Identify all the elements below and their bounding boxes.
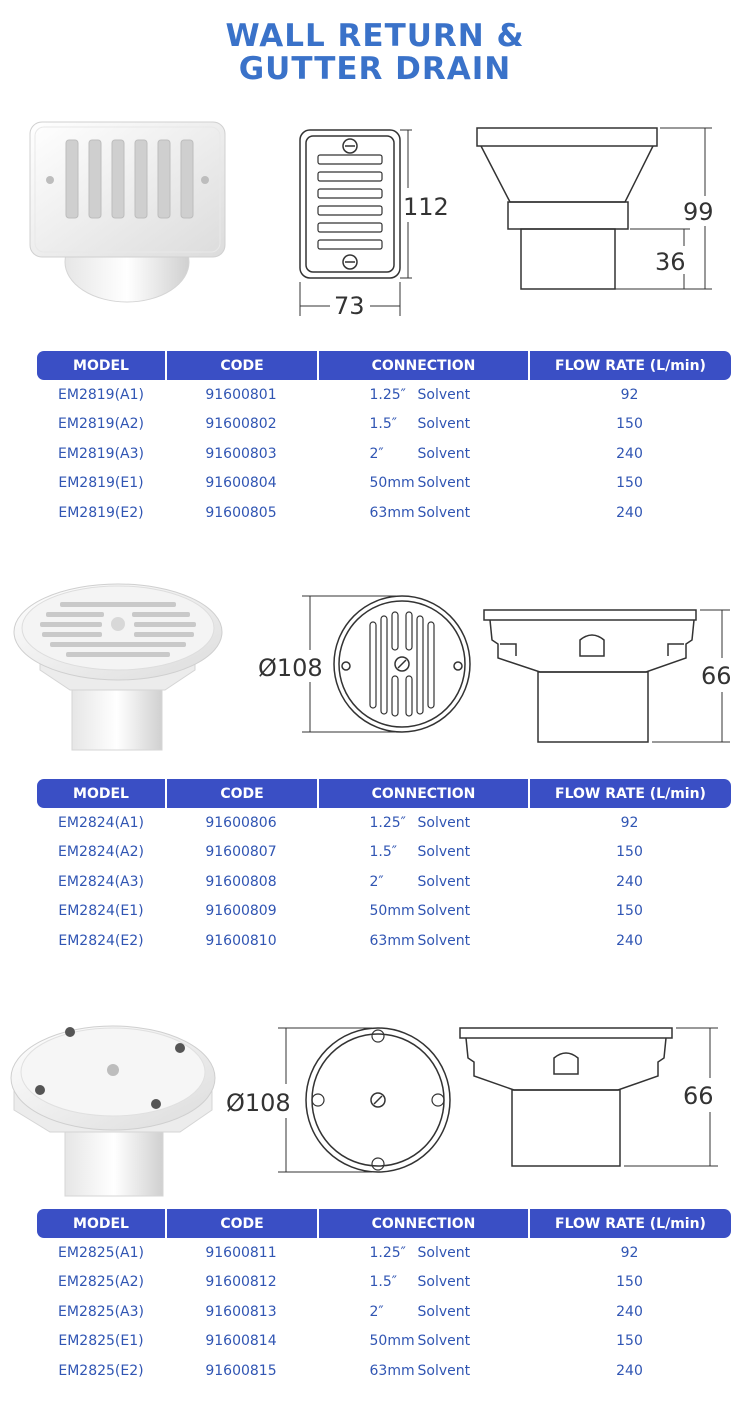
- cell-model: EM2819(E2): [58, 504, 144, 521]
- product3-photo: [11, 1026, 215, 1196]
- cell-code: 91600802: [205, 416, 277, 433]
- table-row: [37, 1297, 731, 1327]
- cell-model: EM2825(E1): [58, 1333, 144, 1350]
- cell-connection-type: Solvent: [417, 1274, 471, 1291]
- product2-photo: [14, 584, 222, 750]
- page-title-line2: GUTTER DRAIN: [238, 51, 512, 87]
- header-model: MODEL: [37, 779, 165, 808]
- cell-flow: 240: [616, 932, 643, 949]
- header-model: MODEL: [37, 1209, 165, 1238]
- product3-top-drawing: [278, 1028, 450, 1172]
- product2-dim-diameter: Ø108: [258, 654, 323, 682]
- cell-flow: 150: [616, 903, 643, 920]
- cell-connection-size: 50mm: [369, 1333, 415, 1350]
- product2-top-drawing: [302, 596, 470, 732]
- table-row: [37, 808, 731, 838]
- cell-connection-size: 50mm: [369, 903, 415, 920]
- cell-connection-type: Solvent: [417, 932, 471, 949]
- cell-model: EM2819(E1): [58, 475, 144, 492]
- header-flow-rate: FLOW RATE (L/min): [528, 351, 731, 380]
- cell-model: EM2824(E2): [58, 932, 144, 949]
- cell-flow: 240: [616, 445, 643, 462]
- cell-model: EM2825(A1): [58, 1244, 144, 1261]
- product2-spec-table: [37, 779, 731, 956]
- cell-code: 91600801: [205, 386, 277, 403]
- cell-connection: [317, 838, 528, 868]
- table-row: [37, 1356, 731, 1386]
- table-row: [37, 1327, 731, 1357]
- header-flow-rate: FLOW RATE (L/min): [528, 1209, 731, 1238]
- cell-code: 91600804: [205, 475, 277, 492]
- cell-connection-type: Solvent: [417, 844, 471, 861]
- product1-dim-total-height: 99: [683, 198, 714, 226]
- table-row: [37, 867, 731, 897]
- cell-connection: [317, 1327, 528, 1357]
- cell-model: EM2819(A3): [58, 445, 144, 462]
- cell-model: EM2824(A3): [58, 873, 144, 890]
- cell-connection-type: Solvent: [417, 873, 471, 890]
- table-header-row: [37, 1209, 731, 1238]
- cell-connection-type: Solvent: [417, 386, 471, 403]
- table-row: [37, 380, 731, 410]
- cell-flow: 150: [616, 844, 643, 861]
- cell-connection-size: 63mm: [369, 932, 415, 949]
- cell-connection-size: 50mm: [369, 475, 415, 492]
- product2-dim-height: 66: [701, 662, 732, 690]
- cell-code: 91600810: [205, 932, 277, 949]
- cell-code: 91600815: [205, 1362, 277, 1379]
- cell-flow: 150: [616, 475, 643, 492]
- header-connection: CONNECTION: [317, 779, 528, 808]
- cell-connection: [317, 926, 528, 956]
- cell-model: EM2819(A1): [58, 386, 144, 403]
- cell-connection-type: Solvent: [417, 416, 471, 433]
- cell-connection: [317, 808, 528, 838]
- cell-connection-type: Solvent: [417, 1244, 471, 1261]
- cell-connection-size: 2″: [369, 873, 384, 890]
- cell-code: 91600806: [205, 814, 277, 831]
- cell-flow: 240: [616, 873, 643, 890]
- product3-side-drawing: [460, 1028, 718, 1166]
- table-row: [37, 410, 731, 440]
- cell-model: EM2825(E2): [58, 1362, 144, 1379]
- cell-connection: [317, 380, 528, 410]
- header-code: CODE: [165, 351, 317, 380]
- cell-connection-size: 63mm: [369, 1362, 415, 1379]
- cell-model: EM2825(A2): [58, 1274, 144, 1291]
- product1-dim-width: 73: [334, 292, 365, 320]
- cell-connection: [317, 1268, 528, 1298]
- product2-figures: [0, 580, 750, 760]
- product3-dim-height: 66: [683, 1082, 714, 1110]
- header-model: MODEL: [37, 351, 165, 380]
- cell-flow: 92: [620, 1244, 639, 1261]
- cell-flow: 92: [620, 386, 639, 403]
- cell-connection-size: 1.25″: [369, 1244, 406, 1261]
- cell-connection: [317, 867, 528, 897]
- cell-code: 91600803: [205, 445, 277, 462]
- cell-connection-type: Solvent: [417, 475, 471, 492]
- cell-connection-type: Solvent: [417, 1362, 471, 1379]
- cell-connection-size: 1.5″: [369, 844, 397, 861]
- cell-model: EM2819(A2): [58, 416, 144, 433]
- cell-flow: 150: [616, 416, 643, 433]
- cell-model: EM2824(A2): [58, 844, 144, 861]
- cell-model: EM2825(A3): [58, 1303, 144, 1320]
- cell-code: 91600813: [205, 1303, 277, 1320]
- table-row: [37, 498, 731, 528]
- cell-connection: [317, 498, 528, 528]
- cell-connection-size: 2″: [369, 445, 384, 462]
- cell-connection: [317, 897, 528, 927]
- cell-connection-type: Solvent: [417, 814, 471, 831]
- cell-code: 91600812: [205, 1274, 277, 1291]
- table-header-row: [37, 351, 731, 380]
- cell-code: 91600809: [205, 903, 277, 920]
- product1-dim-pipe-height: 36: [655, 248, 686, 276]
- header-connection: CONNECTION: [317, 351, 528, 380]
- cell-model: EM2824(E1): [58, 903, 144, 920]
- cell-flow: 240: [616, 504, 643, 521]
- cell-connection-size: 63mm: [369, 504, 415, 521]
- cell-connection-size: 1.25″: [369, 814, 406, 831]
- product1-dim-height: 112: [403, 193, 449, 221]
- cell-connection: [317, 1238, 528, 1268]
- cell-flow: 240: [616, 1362, 643, 1379]
- cell-connection-size: 1.5″: [369, 416, 397, 433]
- cell-connection: [317, 1297, 528, 1327]
- cell-connection-type: Solvent: [417, 1333, 471, 1350]
- table-row: [37, 897, 731, 927]
- cell-connection: [317, 1356, 528, 1386]
- cell-code: 91600807: [205, 844, 277, 861]
- cell-code: 91600808: [205, 873, 277, 890]
- product1-figures: [0, 0, 750, 330]
- product3-figures: [0, 1010, 750, 1200]
- product1-front-drawing: [300, 130, 412, 316]
- table-row: [37, 439, 731, 469]
- cell-connection-type: Solvent: [417, 903, 471, 920]
- cell-connection-type: Solvent: [417, 1303, 471, 1320]
- cell-flow: 150: [616, 1333, 643, 1350]
- product3-dim-diameter: Ø108: [226, 1089, 291, 1117]
- header-code: CODE: [165, 1209, 317, 1238]
- product1-spec-table: [37, 351, 731, 528]
- cell-connection-size: 2″: [369, 1303, 384, 1320]
- cell-connection-type: Solvent: [417, 504, 471, 521]
- cell-code: 91600814: [205, 1333, 277, 1350]
- table-row: [37, 1268, 731, 1298]
- table-row: [37, 838, 731, 868]
- table-row: [37, 469, 731, 499]
- table-row: [37, 1238, 731, 1268]
- product1-photo: [30, 122, 225, 302]
- cell-flow: 150: [616, 1274, 643, 1291]
- cell-connection-size: 1.25″: [369, 386, 406, 403]
- cell-connection: [317, 410, 528, 440]
- page-title-line1: WALL RETURN &: [225, 18, 525, 54]
- product2-side-drawing: [484, 610, 730, 742]
- cell-connection-size: 1.5″: [369, 1274, 397, 1291]
- product3-spec-table: [37, 1209, 731, 1386]
- cell-connection: [317, 439, 528, 469]
- cell-code: 91600805: [205, 504, 277, 521]
- cell-flow: 240: [616, 1303, 643, 1320]
- table-row: [37, 926, 731, 956]
- header-connection: CONNECTION: [317, 1209, 528, 1238]
- header-flow-rate: FLOW RATE (L/min): [528, 779, 731, 808]
- table-header-row: [37, 779, 731, 808]
- header-code: CODE: [165, 779, 317, 808]
- cell-model: EM2824(A1): [58, 814, 144, 831]
- cell-code: 91600811: [205, 1244, 277, 1261]
- cell-flow: 92: [620, 814, 639, 831]
- cell-connection-type: Solvent: [417, 445, 471, 462]
- cell-connection: [317, 469, 528, 499]
